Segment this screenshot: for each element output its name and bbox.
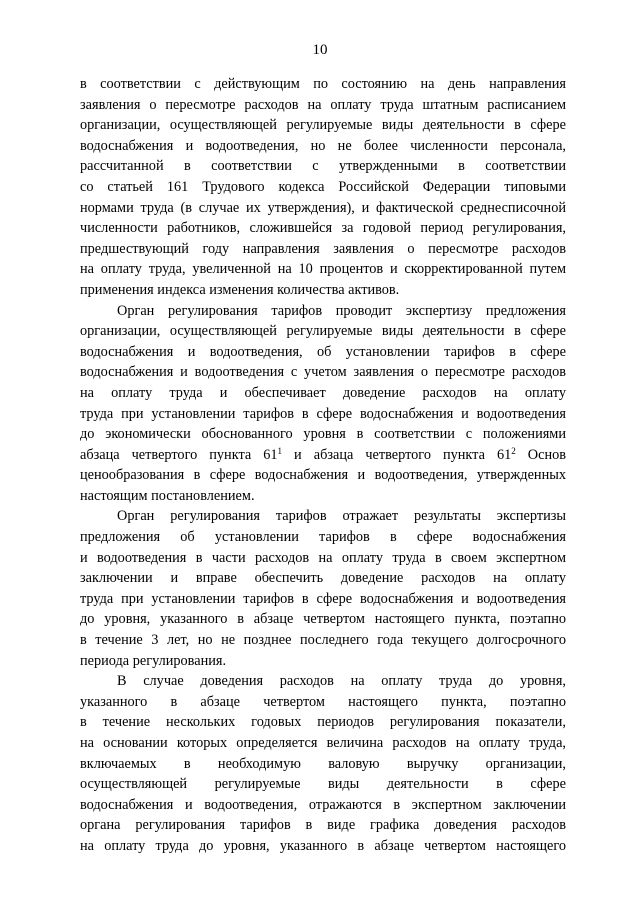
text-line: на оплату труда, увеличенной на 10 процентов и скорректированной путем (80, 261, 566, 278)
body-text (80, 74, 566, 857)
superscript: 2 (511, 445, 516, 456)
text-line: ценообразования в сфере водоснабжения и водоотведения, утвержденных (80, 467, 566, 484)
text-line: нормами труда (в случае их утверждения), и фактической среднесписочной (80, 199, 566, 216)
text-line: водоснабжения и водоотведения, об установлении тарифов в сфере (80, 343, 566, 360)
paragraph-4 (80, 671, 566, 856)
text-line: водоснабжения и водоотведения, отражаются в экспертном заключении (80, 796, 566, 813)
text-line: водоснабжения и водоотведения, но не более численности персонала, (80, 137, 566, 154)
text-line: осуществляющей регулируемые виды деятельности в сфере (80, 776, 566, 793)
text-line: на оплату труда и обеспечивает доведение расходов на оплату (80, 384, 566, 401)
text-line: Орган регулирования тарифов отражает результаты экспертизы (117, 508, 566, 525)
text-line: В случае доведения расходов на оплату труда до уровня, (117, 673, 566, 690)
paragraph-2 (80, 301, 566, 507)
text-line: периода регулирования. (80, 652, 227, 669)
text-line: до уровня, указанного в абзаце четвертом настоящего пункта, поэтапно (80, 611, 566, 628)
page-number: 10 (312, 42, 328, 58)
text-line-with-superscripts (80, 445, 566, 466)
superscript: 1 (277, 445, 283, 456)
text-line: Орган регулирования тарифов проводит экспертизу предложения (117, 302, 566, 319)
text-line: в течение 3 лет, но не позднее последнего года текущего долгосрочного (80, 632, 566, 649)
text-line: включаемых в необходимую валовую выручку организации, (80, 755, 566, 772)
text-line: предложения об установлении тарифов в сфере водоснабжения (80, 529, 566, 546)
text-line: водоснабжения и водоотведения с учетом заявления о пересмотре расходов (80, 364, 566, 381)
text-line: в течение нескольких годовых периодов регулирования показатели, (80, 714, 566, 731)
text-line: предшествующий году направления заявления о пересмотре расходов (80, 240, 566, 257)
text-fragment: Основ (515, 446, 566, 463)
paragraph-3 (80, 506, 566, 671)
text-fragment: и абзаца четвертого пункта 61 (282, 446, 512, 463)
text-line: в соответствии с действующим по состоянию на день направления (80, 76, 566, 92)
text-line: указанного в абзаце четвертом настоящего пункта, поэтапно (80, 693, 566, 710)
text-line: рассчитанной в соответствии с утвержденными в соответствии (80, 158, 566, 175)
paragraph-1 (80, 74, 566, 301)
text-line: до экономически обоснованного уровня в соответствии с положениями (80, 426, 566, 443)
text-line: со статьей 161 Трудового кодекса Российской Федерации типовыми (80, 178, 566, 195)
text-line: органа регулирования тарифов в виде графика доведения расходов (80, 817, 566, 834)
text-line: и водоотведения в части расходов на оплату труда в своем экспертном (80, 549, 566, 566)
text-line: организации, осуществляющей регулируемые виды деятельности в сфере (80, 117, 566, 134)
text-line: на оплату труда до уровня, указанного в абзаце четвертом настоящего (80, 837, 566, 854)
text-fragment: абзаца четвертого пункта 61 (80, 446, 278, 463)
text-line: численности работников, сложившейся за годовой период регулирования, (80, 220, 566, 237)
text-line: заключении и вправе обеспечить доведение расходов на оплату (80, 570, 566, 587)
text-line: применения индекса изменения количества активов. (80, 281, 400, 298)
text-line: заявления о пересмотре расходов на оплату труда штатным расписанием (80, 96, 566, 113)
text-line: на основании которых определяется величина расходов на оплату труда, (80, 735, 566, 751)
text-line: труда при установлении тарифов в сфере водоснабжения и водоотведения (80, 405, 566, 422)
text-line: труда при установлении тарифов в сфере водоснабжения и водоотведения (80, 590, 566, 607)
text-line: организации, осуществляющей регулируемые виды деятельности в сфере (80, 323, 566, 340)
text-line: настоящим постановлением. (80, 487, 255, 504)
